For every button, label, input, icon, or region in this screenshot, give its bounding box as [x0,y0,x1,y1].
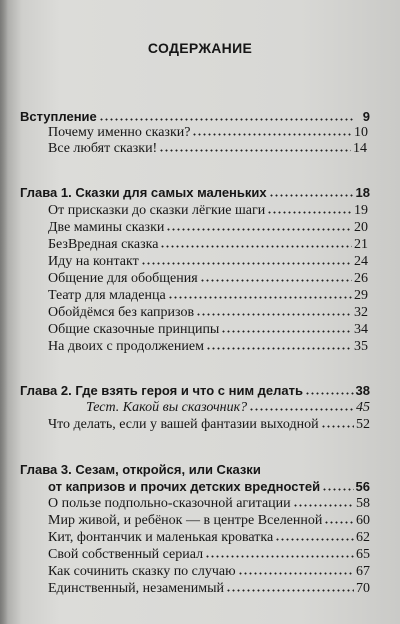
toc-entry-title: О пользе подпольно-сказочной агитации [48,496,291,511]
toc-entry-title: от капризов и прочих детских вредностей [48,479,321,494]
toc-entry[interactable] [0,304,400,322]
toc-entry-title: БезВредная сказка [48,237,159,252]
toc-entry-title: Обойдёмся без капризов [48,305,195,320]
dot-leader [200,279,352,282]
dot-leader [238,572,354,575]
toc-page-number: 34 [354,322,368,337]
toc-page-number: 38 [355,383,370,398]
toc-entry-title: Театр для младенца [48,288,166,303]
dot-leader [205,555,354,558]
toc-entry-title: Единственный, незаменимый [48,581,225,596]
toc-entry-title: Свой собственный сериал [48,547,204,562]
toc-entry[interactable] [0,338,400,356]
toc-page-number: 52 [356,417,370,432]
toc-entry-title: Вступление [20,109,97,124]
toc-entry[interactable] [0,202,400,220]
toc-entry[interactable] [0,236,400,254]
dot-leader [192,133,352,136]
toc-page-number: 20 [354,220,368,235]
toc-entry-title: Глава 2. Где взять героя и что с ним делать [20,383,303,398]
dot-leader [269,194,354,197]
dot-leader [324,521,354,524]
dot-leader [166,228,352,231]
toc-entry-title: Общение для обобщения [48,271,198,286]
toc-page-number: 21 [354,237,368,252]
toc-entry[interactable] [0,219,400,237]
dot-leader [305,392,354,395]
dot-leader [293,504,354,507]
toc-entry-chapter-2[interactable] [0,382,400,400]
toc-page-number: 65 [356,547,370,562]
toc-entry-chapter-1[interactable] [0,184,400,202]
dot-leader [275,538,354,541]
toc-page-number: 70 [356,581,370,596]
toc-page-number: 56 [355,479,370,494]
toc-entry-title: Общие сказочные принципы [48,322,220,337]
toc-page-number: 67 [356,564,370,579]
toc-entry[interactable] [0,580,400,598]
toc-entry-title: Как сочинить сказку по случаю [48,564,236,579]
toc-entry-title: Кит, фонтанчик и маленькая кроватка [48,530,274,545]
toc-entry-test[interactable] [0,399,400,417]
toc-page-number: 9 [362,109,370,124]
toc-entry[interactable] [0,495,400,513]
toc-page-number: 32 [354,305,368,320]
dot-leader [221,330,352,333]
toc-entry-title: Тест. Какой вы сказочник? [86,400,248,415]
dot-leader [206,347,352,350]
toc-entry[interactable] [0,563,400,581]
toc-entry-title: Что делать, если у вашей фантазии выходной [48,417,319,432]
toc-page-number: 14 [353,141,367,156]
dot-leader [267,211,352,214]
toc-entry[interactable] [0,287,400,305]
toc-entry-title: Глава 1. Сказки для самых маленьких [20,185,267,200]
toc-page-number: 10 [354,125,368,140]
toc-entry[interactable] [0,546,400,564]
dot-leader [168,296,352,299]
toc-entry[interactable] [0,140,400,158]
toc-page-number: 62 [356,530,370,545]
toc-page-number: 58 [356,496,370,511]
toc-entry-chapter-3-line-1 [0,461,400,479]
page-title: СОДЕРЖАНИЕ [147,40,253,56]
toc-entry-title: От присказки до сказки лёгкие шаги [48,203,266,218]
toc-page-number: 35 [354,339,368,354]
toc-entry-title: Иду на контакт [48,254,139,269]
toc-entry-title: Мир живой, и ребёнок — в центре Вселенной [48,513,323,528]
toc-page-number: 18 [355,185,370,200]
toc-entry-title: Глава 3. Сезам, откройся, или Сказки [20,462,261,477]
toc-entry[interactable] [0,321,400,339]
toc-entry[interactable] [0,529,400,547]
dot-leader [99,118,354,121]
dot-leader [141,262,352,265]
toc-entry-title: Две мамины сказки [48,220,165,235]
toc-entry-title: Почему именно сказки? [48,125,191,140]
toc-page-number: 45 [356,400,370,415]
dot-leader [322,488,353,491]
toc-entry[interactable] [0,512,400,530]
toc-entry-title: На двоих с продолжением [48,339,204,354]
dot-leader [249,408,354,411]
dot-leader [159,149,351,152]
toc-entry-chapter-3[interactable] [0,478,400,496]
toc-entry[interactable] [0,270,400,288]
dot-leader [196,313,352,316]
dot-leader [226,589,354,592]
toc-entry-title: Все любят сказки! [48,141,158,156]
dot-leader [321,425,354,428]
toc-page-number: 19 [354,203,368,218]
dot-leader [160,245,352,248]
toc-page-number: 60 [356,513,370,528]
toc-page-number: 29 [354,288,368,303]
toc-page-number: 26 [354,271,368,286]
toc-entry[interactable] [0,253,400,271]
toc-entry[interactable] [0,416,400,434]
toc-page-number: 24 [354,254,368,269]
